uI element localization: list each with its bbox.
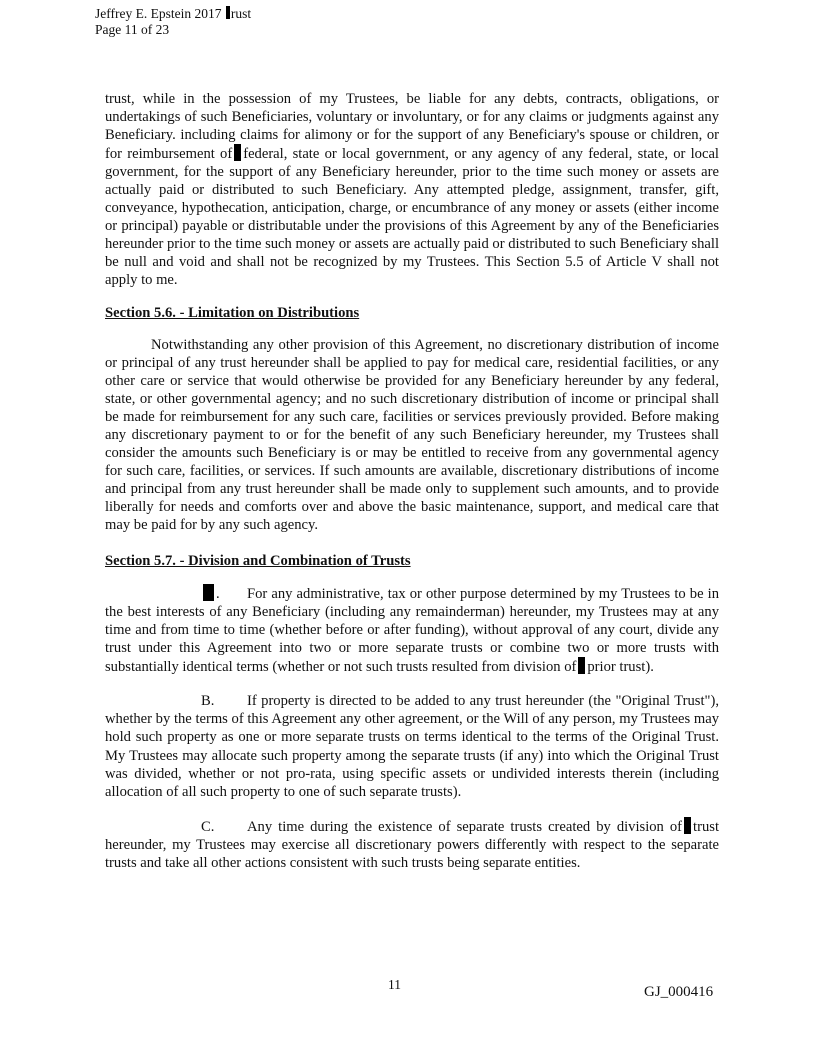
redaction-block — [226, 6, 230, 19]
para-a-part2: prior trust). — [587, 659, 654, 676]
para-a-label-suffix: . — [216, 586, 220, 603]
para-c-part2: trust hereunder, my Trustees may exercise all discretionary powers differently with respect to the separate trusts and take all other actions consistent with such trusts being separate entities. — [105, 818, 719, 871]
header-page-count: Page 11 of 23 — [95, 22, 170, 37]
redaction-block — [203, 584, 214, 601]
section-5-6-body: Notwithstanding any other provision of this Agreement, no discretionary distribution of income or principal of any trust hereunder shall be applied to pay for medical care, residential facilities, or any other care or service that would otherwise be provided for any Beneficiary hereunder by any federal, state, or other governmental agency; and no such discretionary distribution of income or principal shall be made for reimbursement for any such care, facilities or services previously provided. Before making any discretionary payment to or for the benefit of any such Beneficiary hereunder, my Trustees shall consider the amounts such Beneficiary is or may be entitled to receive from any governmental agency for such care, facilities, or services. If such amounts are available, discretionary distributions of income and principal from any trust hereunder shall be made only to supplement such amounts, and to provide liberally for needs and comforts over and above the basic maintenance, support, and medical care that may be paid for by any such agency. — [105, 336, 719, 534]
bates-number: GJ_000416 — [644, 984, 714, 1000]
redaction-block — [234, 144, 241, 161]
intro-paragraph — [105, 90, 719, 290]
section-5-7-para-a — [105, 584, 719, 676]
section-5-7-para-c — [105, 817, 719, 872]
intro-paragraph-part1: trust, while in the possession of my Trustees, be liable for any debts, contracts, obligations, or undertakings of such Beneficiaries, voluntary or involuntary, or for any claims or judgments against any Beneficiary. including claims for alimony or for the support of any Beneficiary's spouse or children, or for reimbursement of — [105, 91, 719, 163]
para-a-part1: For any administrative, tax or other purpose determined by my Trustees to be in the best interests of any Beneficiary (including any remainderman) hereunder, my Trustees may at any time and from time to time (whether before or after funding), without approval of any court, divide any trust under this Agreement into two or more separate trusts or combine two or more trusts with substantially identical terms (whether or not such trusts resulted from division of — [105, 586, 719, 676]
para-c-label: C. — [201, 818, 215, 835]
redaction-block — [578, 657, 585, 674]
header-title-start: Jeffrey E. Epstein 2017 — [95, 6, 222, 21]
para-b-label: B. — [201, 693, 215, 710]
section-5-7-heading: Section 5.7. - Division and Combination of Trusts — [105, 553, 411, 570]
para-b-text: If property is directed to be added to any trust hereunder (the "Original Trust"), whether by the terms of this Agreement any other agreement, or the Will of any person, my Trustees may hold such property as one or more separate trusts on terms identical to the terms of the Original Trust. My Trustees may allocate such property among the separate trusts (if any) into which the Original Trust was divided, whether or not pro-rata, using specific assets or undivided interests therein (including allocation of all such property to one of such separate trusts). — [105, 693, 719, 800]
para-a-label — [201, 584, 247, 603]
header-title — [95, 6, 251, 22]
header-title-end: rust — [230, 6, 252, 21]
document-body — [105, 90, 719, 888]
section-5-6-heading: Section 5.6. - Limitation on Distributions — [105, 304, 360, 321]
section-5-7-para-b — [105, 692, 719, 800]
redaction-block — [684, 817, 691, 834]
para-c-part1: Any time during the existence of separate trusts created by division of — [247, 818, 683, 835]
intro-paragraph-part2: federal, state or local government, or any agency of any federal, state, or local government, for the support of any Beneficiary hereunder, prior to the time such money or assets are actually paid or distributed to such Beneficiary. Any attempted pledge, assignment, transfer, gift, conveyance, hypothecation, anticipation, charge, or encumbrance of any money or assets (either income or principal) payable or distributable under the provisions of this Agreement by any of the Beneficiaries hereunder prior to the time such money or assets are actually paid or distributed to such Beneficiary shall be null and void and shall not be recognized by my Trustees. This Section 5.5 of Article V shall not apply to me. — [105, 146, 719, 289]
page-number: 11 — [388, 977, 401, 992]
page-header — [95, 6, 251, 38]
